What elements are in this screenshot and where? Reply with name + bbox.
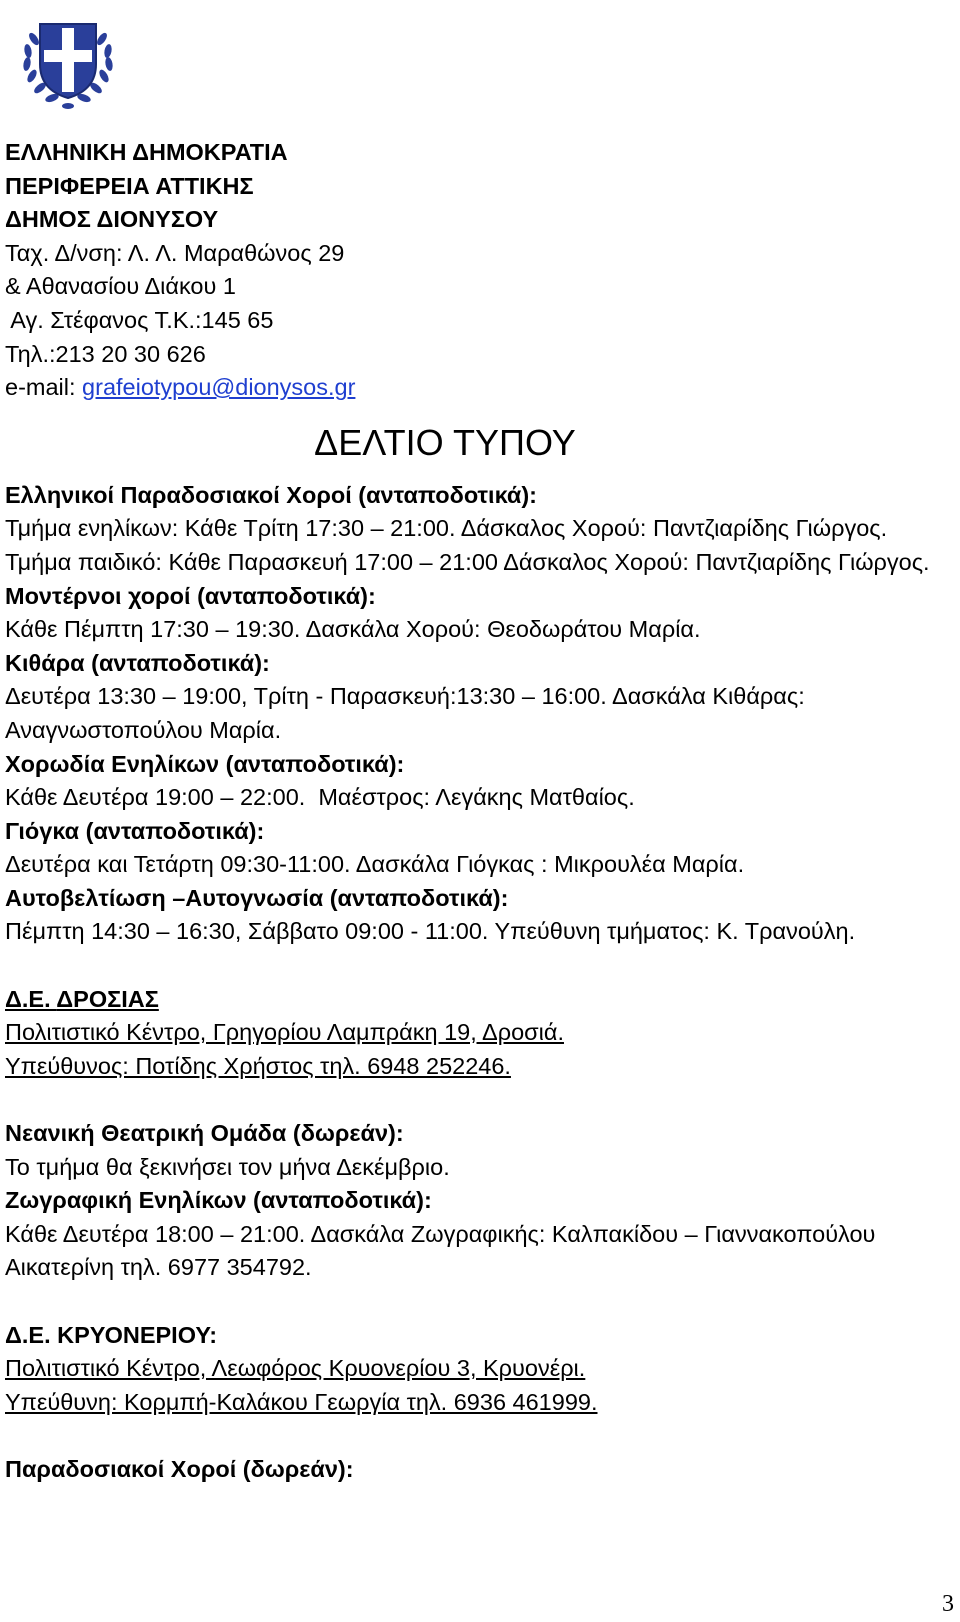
spacer — [5, 1285, 945, 1319]
header-line-municipality: ΔΗΜΟΣ ΔΙΟΝΥΣΟΥ — [5, 206, 219, 233]
unit-kryoneri — [5, 1319, 945, 1487]
spacer — [5, 949, 945, 983]
header-line-region: ΠΕΡΙΦΕΡΕΙΑ ΑΤΤΙΚΗΣ — [5, 172, 254, 199]
issuer-header — [5, 136, 945, 405]
unit-heading-prefix: Δ.Ε. — [5, 985, 57, 1012]
section-guitar — [5, 647, 945, 748]
address-line: & Αθανασίου Διάκου 1 — [5, 273, 236, 300]
section-heading: Κιθάρα (ανταποδοτικά): — [5, 649, 270, 676]
section-text: Κάθε Δευτέρα 18:00 – 21:00. Δασκάλα Ζωγραφικής: Καλπακίδου – Γιαννακοπούλου Αικατερίνη τηλ. 6977 354792. — [5, 1220, 876, 1281]
address-line: Ταχ. Δ/νση: Λ. Λ. Μαραθώνος 29 — [5, 239, 345, 266]
unit-heading — [5, 983, 945, 1017]
unit-drosia — [5, 983, 945, 1285]
section-heading: Παραδοσιακοί Χοροί (δωρεάν): — [5, 1455, 354, 1482]
email-label: e-mail: — [5, 374, 83, 401]
unit-address: Πολιτιστικό Κέντρο, Γρηγορίου Λαμπράκη 19, Δροσιά. — [5, 1019, 564, 1046]
section-text: Το τμήμα θα ξεκινήσει τον μήνα Δεκέμβριο. — [5, 1153, 450, 1180]
section-text: Δευτέρα και Τετάρτη 09:30-11:00. Δασκάλα Γιόγκας : Μικρουλέα Μαρία. — [5, 851, 745, 878]
spacer — [5, 1083, 945, 1117]
unit-heading: Δ.Ε. ΚΡΥΟΝΕΡΙΟΥ: — [5, 1321, 218, 1348]
section-text: Κάθε Δευτέρα 19:00 – 22:00. Μαέστρος: Λεγάκης Ματθαίος. — [5, 784, 635, 811]
section-heading: Μοντέρνοι χοροί (ανταποδοτικά): — [5, 582, 376, 609]
spacer — [5, 1419, 945, 1453]
address-line: Αγ. Στέφανος Τ.Κ.:145 65 — [5, 306, 274, 333]
phone-line: Τηλ.:213 20 30 626 — [5, 340, 206, 367]
section-heading: Ζωγραφική Ενηλίκων (ανταποδοτικά): — [5, 1187, 432, 1214]
section-text: Δευτέρα 13:30 – 19:00, Τρίτη - Παρασκευή:13:30 – 16:00. Δασκάλα Κιθάρας: Αναγνωστοπούλου Μαρία. — [5, 683, 805, 743]
greek-coat-of-arms-icon — [10, 6, 126, 122]
section-heading: Αυτοβελτίωση –Αυτογνωσία (ανταποδοτικά): — [5, 884, 509, 911]
section-heading: Ελληνικοί Παραδοσιακοί Χοροί (ανταποδοτικά): — [5, 481, 537, 508]
email-link[interactable]: grafeiotypou@dionysos.gr — [82, 374, 356, 401]
section-heading: Νεανική Θεατρική Ομάδα (δωρεάν): — [5, 1120, 404, 1147]
unit-contact: Υπεύθυνη: Κορμπή-Καλάκου Γεωργία τηλ. 6936 461999. — [5, 1388, 598, 1415]
header-line-country: ΕΛΛΗΝΙΚΗ ΔΗΜΟΚΡΑΤΙΑ — [5, 139, 288, 165]
section-choir — [5, 748, 945, 815]
section-traditional-dances — [5, 479, 945, 580]
section-yoga — [5, 815, 945, 882]
section-text: Τμήμα ενηλίκων: Κάθε Τρίτη 17:30 – 21:00. Δάσκαλος Χορού: Παντζιαρίδης Γιώργος. — [5, 515, 888, 542]
page-title: ΔΕΛΤΙΟ ΤΥΠΟΥ — [314, 421, 576, 463]
coat-of-arms-emblem — [10, 6, 126, 122]
unit-address: Πολιτιστικό Κέντρο, Λεωφόρος Κρυονερίου 3, Κρυονέρι. — [5, 1355, 586, 1382]
email-line — [5, 371, 945, 405]
section-text: Τμήμα παιδικό: Κάθε Παρασκευή 17:00 – 21:00 Δάσκαλος Χορού: Παντζιαρίδης Γιώργος. — [5, 548, 930, 575]
section-text: Κάθε Πέμπτη 17:30 – 19:30. Δασκάλα Χορού: Θεοδωράτου Μαρία. — [5, 616, 701, 643]
page-number: 3 — [942, 1591, 954, 1617]
press-release-document — [5, 136, 945, 1487]
unit-contact: Υπεύθυνος: Ποτίδης Χρήστος τηλ. 6948 252246. — [5, 1052, 511, 1079]
section-modern-dances — [5, 580, 945, 647]
section-heading: Γιόγκα (ανταποδοτικά): — [5, 817, 265, 844]
section-heading: Χορωδία Ενηλίκων (ανταποδοτικά): — [5, 750, 405, 777]
section-text: Πέμπτη 14:30 – 16:30, Σάββατο 09:00 - 11:00. Υπεύθυνη τμήματος: Κ. Τρανούλη. — [5, 918, 856, 945]
unit-heading-name: ΔΡΟΣΙΑΣ — [56, 985, 159, 1012]
section-self-improvement — [5, 882, 945, 949]
